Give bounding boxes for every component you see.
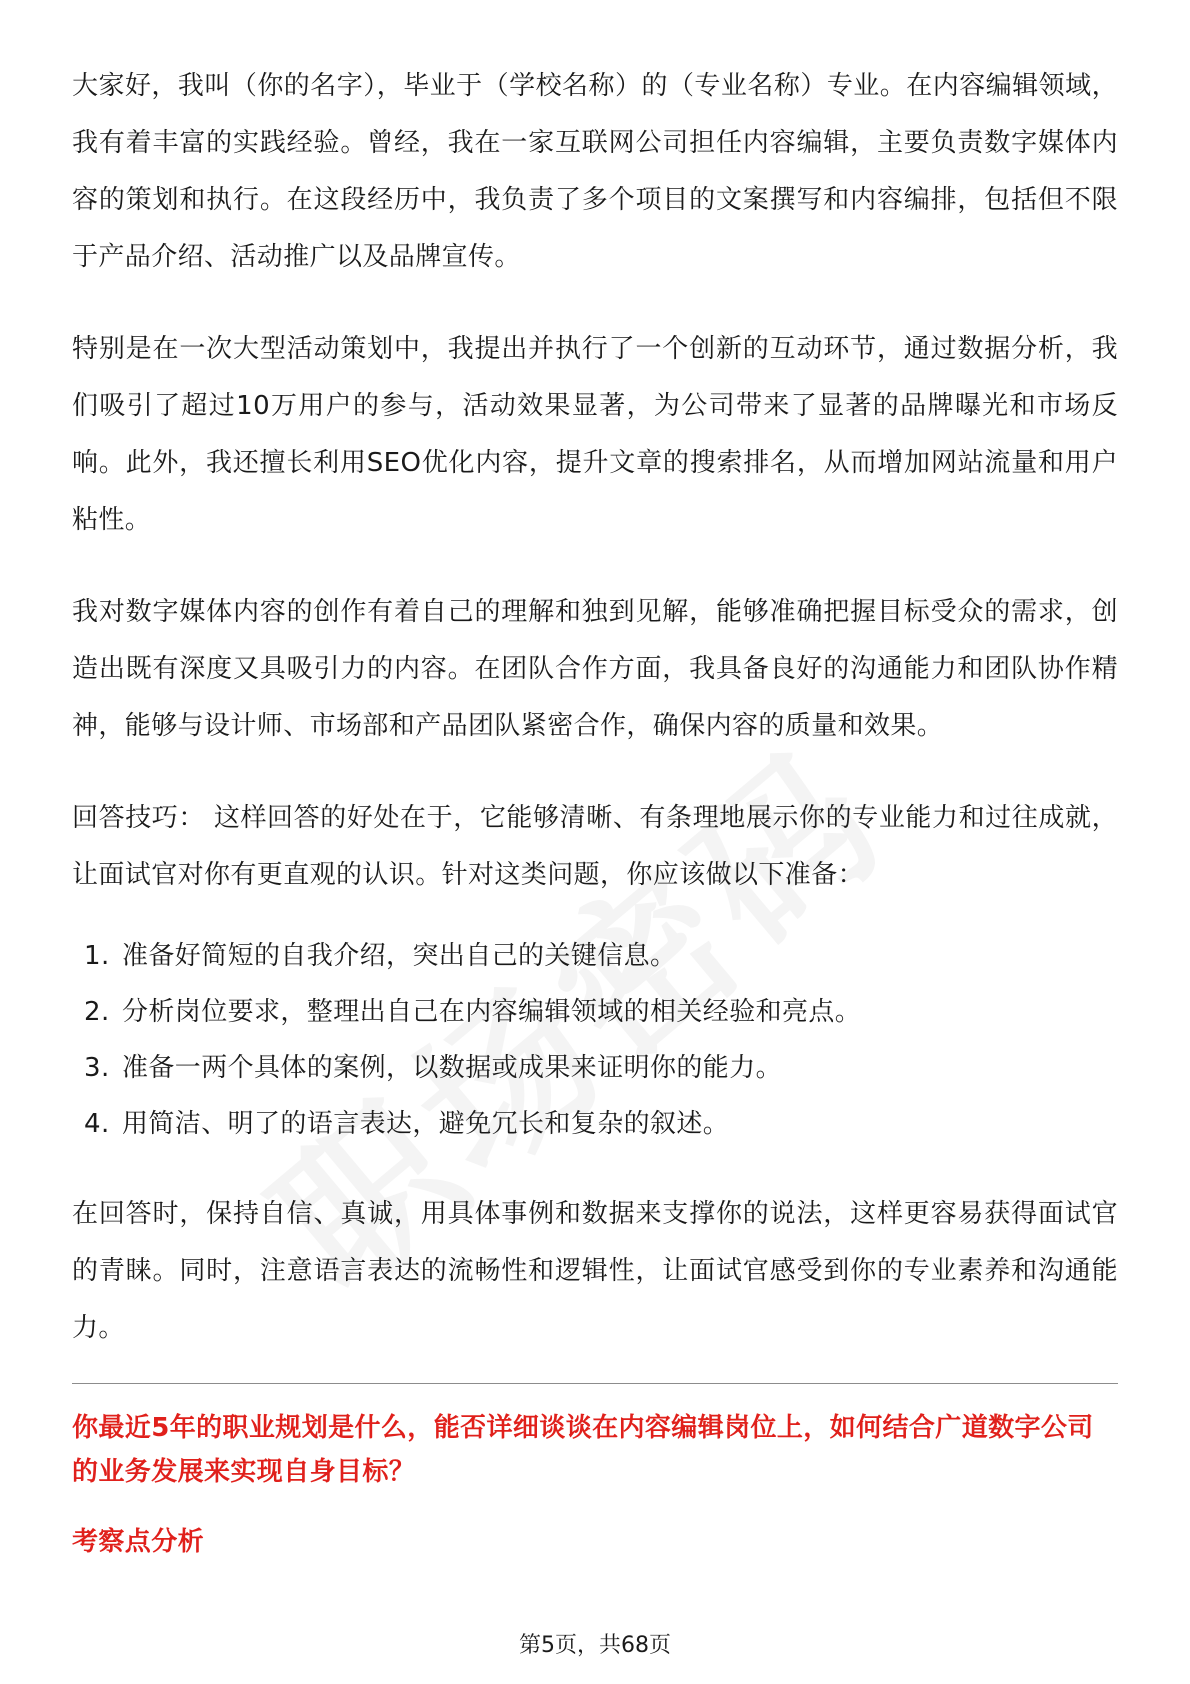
paragraph-closing: 在回答时，保持自信、真诚，用具体事例和数据来支撑你的说法，这样更容易获得面试官的青睐。同时，注意语言表达的流畅性和逻辑性，让面试官感受到你的专业素养和沟通能力。 [72,1199,1118,1343]
list-item-number: 3. [84,1053,110,1083]
list-item-text: 分析岗位要求，整理出自己在内容编辑领域的相关经验和亮点。 [122,997,862,1027]
list-item-number: 4. [84,1109,110,1139]
section-divider [72,1383,1118,1384]
list-item [72,928,1118,984]
paragraph-intro: 大家好，我叫（你的名字），毕业于（学校名称）的（专业名称）专业。在内容编辑领域，我有着丰富的实践经验。曾经，我在一家互联网公司担任内容编辑，主要负责数字媒体内容的策划和执行。在这段经历中，我负责了多个项目的文案撰写和内容编排，包括但不限于产品介绍、活动推广以及品牌宣传。 [72,71,1118,272]
list-item-text: 用简洁、明了的语言表达，避免冗长和复杂的叙述。 [122,1109,730,1139]
page-content [72,58,1118,1564]
list-item-number: 2. [84,997,110,1027]
paragraph-tips: 回答技巧： 这样回答的好处在于，它能够清晰、有条理地展示你的专业能力和过往成就，让面试官对你有更直观的认识。针对这类问题，你应该做以下准备： [72,803,1118,890]
page-number-footer: 第5页，共68页 [519,1633,671,1658]
paragraph-skills: 我对数字媒体内容的创作有着自己的理解和独到见解，能够准确把握目标受众的需求，创造出既有深度又具吸引力的内容。在团队合作方面，我具备良好的沟通能力和团队协作精神，能够与设计师、市场部和产品团队紧密合作，确保内容的质量和效果。 [72,597,1118,741]
list-item [72,1040,1118,1096]
paragraph-achievement: 特别是在一次大型活动策划中，我提出并执行了一个创新的互动环节，通过数据分析，我们吸引了超过10万用户的参与，活动效果显著，为公司带来了显著的品牌曝光和市场反响。此外，我还擅长利用SEO优化内容，提升文章的搜索排名，从而增加网站流量和用户粘性。 [72,334,1118,535]
list-item-number: 1. [84,941,110,971]
list-item [72,984,1118,1040]
list-item-text: 准备一两个具体的案例，以数据或成果来证明你的能力。 [122,1053,783,1083]
next-question-heading: 你最近5年的职业规划是什么，能否详细谈谈在内容编辑岗位上，如何结合广道数字公司的业务发展来实现自身目标？ [72,1413,1094,1487]
list-item [72,1096,1118,1152]
section-title: 考察点分析 [72,1527,205,1557]
preparation-list [72,928,1118,1152]
list-item-text: 准备好简短的自我介绍，突出自己的关键信息。 [122,941,677,971]
